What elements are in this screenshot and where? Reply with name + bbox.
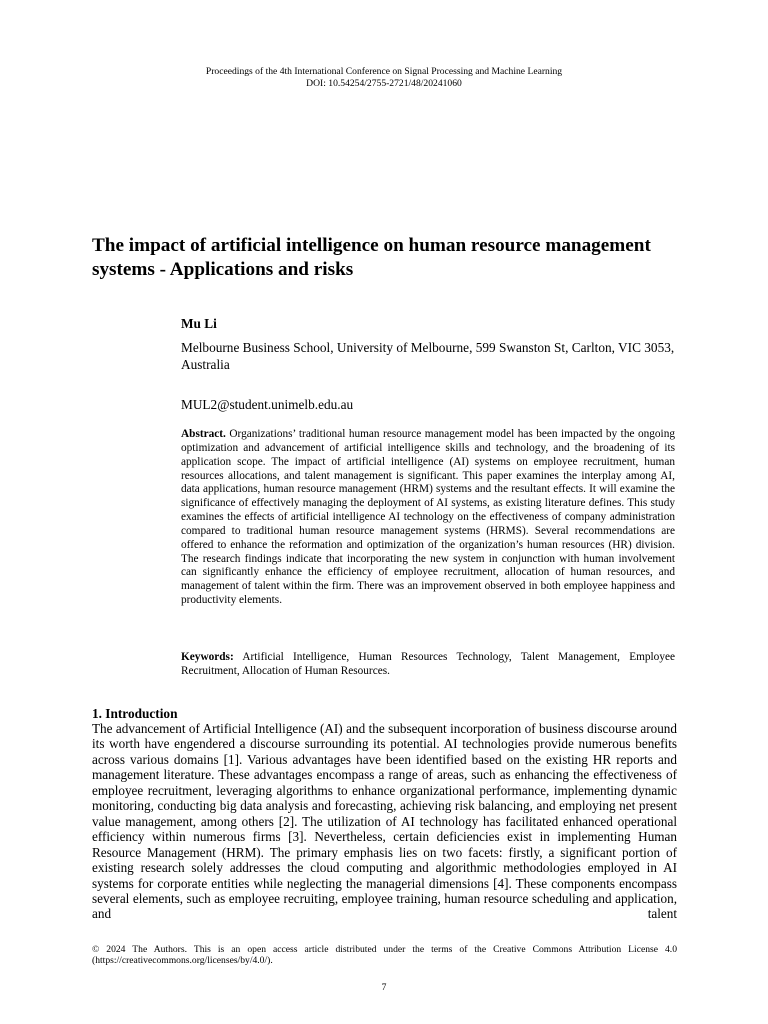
page-number: 7 xyxy=(381,982,387,993)
proceedings-title: Proceedings of the 4th International Conference on Signal Processing and Machine Learning xyxy=(205,66,563,77)
keywords xyxy=(181,651,675,679)
license-footnote: © 2024 The Authors. This is an open access article distributed under the terms of the Creative Commons Attribution License 4.0 (https://creativecommons.org/licenses/by/4.0/). xyxy=(92,944,677,967)
author-email: MUL2@student.unimelb.edu.au xyxy=(181,397,354,412)
keywords-label: Keywords: xyxy=(181,651,234,663)
abstract xyxy=(181,428,675,608)
abstract-text: Organizations’ traditional human resource management model has been impacted by the ongoing optimization and advancement of artificial intelligence skills and technology, and the broadening of its application scope. The impact of artificial intelligence (AI) systems on employee recruitment, human resources allocations, and talent management is significant. This paper examines the interplay among AI, data applications, human resource management (HRM) systems and the resultant effects. It will examine the significance of effectively managing the deployment of AI systems, as existing literature defines. This study examines the effects of artificial intelligence AI technology on the effectiveness of company administration compared to traditional human resource management systems (HRMS). Several recommendations are offered to enhance the reformation and optimization of the organization’s human resources (HR) division. The research findings indicate that incorporating the new system in conjunction with human involvement can significantly enhance the efficiency of employee recruitment, allocation of human resources, and management of talent within the firm. There was an improvement observed in both employee happiness and productivity elements. xyxy=(181,428,675,607)
introduction-body: The advancement of Artificial Intelligence (AI) and the subsequent incorporation of business discourse around its worth have engendered a discourse surrounding its potential. AI technologies provide numerous benefits across various domains [1]. Various advantages have been identified based on the existing HR reports and management literature. These advantages encompass a range of areas, such as enhancing the effectiveness of employee recruitment, leveraging algorithms to enhance organizational performance, implementing dynamic monitoring, conducting big data analysis and forecasting, achieving risk balancing, and employing net present value management, among others [2]. The utilization of AI technology has facilitated enhanced operational efficiency within numerous firms [3]. Nevertheless, certain deficiencies exist in implementing Human Resource Management (HRM). The primary emphasis lies on two facets: firstly, a significant portion of existing research solely addresses the cloud computing and algorithmic methodologies employed in AI systems for corporate entities while neglecting the managerial dimensions [4]. These components encompass several elements, such as employee recruiting, employee training, human resource scheduling and application, and talent xyxy=(92,721,677,922)
paper-title: The impact of artificial intelligence on human resource management systems - Applications and risks xyxy=(92,235,651,280)
author-name: Mu Li xyxy=(181,316,217,331)
proceedings-header xyxy=(0,66,768,89)
keywords-text: Artificial Intelligence, Human Resources Technology, Talent Management, Employee Recruitment, Allocation of Human Resources. xyxy=(181,651,676,677)
doi-line: DOI: 10.54254/2755-2721/48/20241060 xyxy=(306,77,462,89)
section-heading-introduction: 1. Introduction xyxy=(92,706,178,721)
abstract-label: Abstract. xyxy=(181,428,226,440)
author-affiliation: Melbourne Business School, University of Melbourne, 599 Swanston St, Carlton, VIC 3053, Australia xyxy=(181,340,675,372)
